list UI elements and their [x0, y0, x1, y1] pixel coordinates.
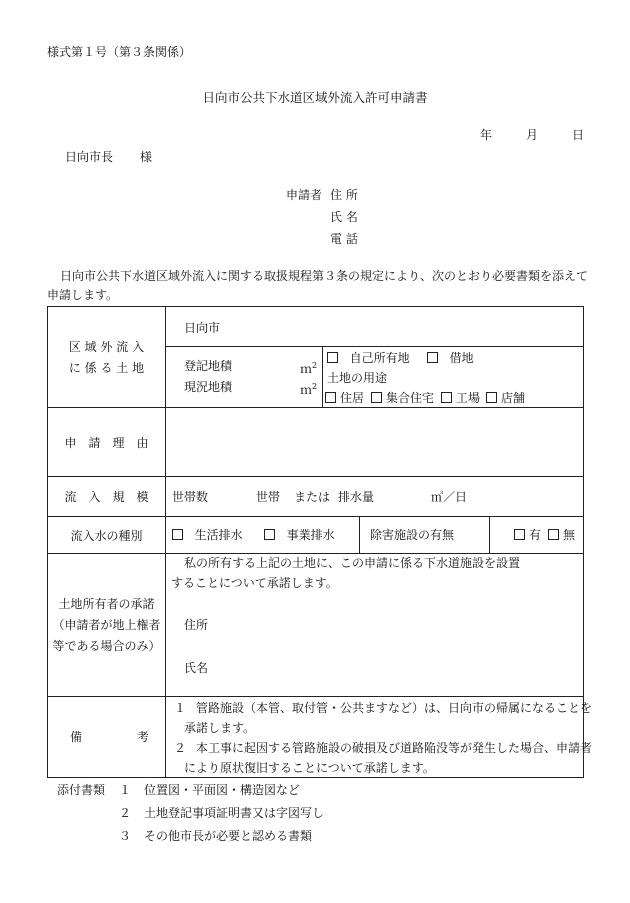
attachment-2-number: ２: [119, 806, 132, 820]
land-label-line1: 区 域 外 流 入: [68, 340, 145, 354]
harm-yes-option[interactable]: 有: [514, 527, 541, 543]
households-unit: 世帯: [256, 490, 281, 504]
intro-text: 日向市公共下水道区域外流入に関する取扱規程第３条の規定により、次のとおり必要書類を添えて申請します。: [47, 269, 589, 302]
form-number: 様式第１号（第３条関係）: [47, 45, 192, 59]
attachment-1-number: １: [119, 783, 132, 797]
drainage-label: 排水量: [338, 490, 375, 504]
harm-no-option[interactable]: 無: [548, 527, 575, 543]
consent-address-label: 住所: [184, 618, 209, 632]
consent-label-line1: 土地所有者の承諾: [58, 596, 155, 611]
application-form-table: [47, 306, 593, 778]
land-city-prefix: 日向市: [184, 321, 221, 335]
addressee: 日向市長: [65, 150, 114, 164]
ownership-self-option[interactable]: 自己所有地: [327, 350, 410, 366]
consent-label-cell: [48, 554, 166, 697]
harm-no-checkbox[interactable]: [548, 529, 559, 540]
harm-yes-checkbox[interactable]: [514, 529, 525, 540]
consent-label-line2: （申請者が地上権者: [52, 617, 161, 632]
water-business-checkbox[interactable]: [264, 529, 275, 540]
remarks-label-cell: [48, 697, 166, 778]
current-area-unit: ｍ$^2$: [300, 382, 318, 397]
drainage-unit: ㎥／日: [431, 490, 468, 504]
remarks-item2-line1: 本工事に起因する管路施設の破損及び道路陥没等が発生した場合、申請者: [196, 741, 593, 755]
registered-area-label: 登記地積: [184, 359, 233, 373]
land-area-cell[interactable]: [166, 347, 323, 408]
land-use-label: 土地の用途: [327, 371, 388, 385]
or-label: または: [294, 490, 331, 504]
remarks-item1-line1: 管路施設（本管、取付管・公共ますなど）は、日向市の帰属になることを: [196, 701, 593, 715]
reason-label: 申 請 理 由: [48, 408, 166, 477]
applicant-label: 申請者: [286, 188, 323, 202]
use-option-residence[interactable]: 住居: [325, 390, 364, 406]
consent-label-line3: 等である場合のみ）: [52, 638, 161, 653]
use-shop-checkbox[interactable]: [486, 392, 497, 403]
remarks-content-cell: [166, 697, 593, 778]
remarks-item1-number: １: [174, 701, 187, 715]
addressee-honorific: 様: [140, 150, 153, 164]
water-life-checkbox[interactable]: [172, 529, 183, 540]
land-label-cell: [48, 307, 166, 408]
households-label: 世帯数: [172, 490, 209, 504]
inflow-scale-label: 流 入 規 模: [48, 477, 166, 517]
document-title: 日向市公共下水道区域外流入許可申請書: [202, 90, 428, 105]
attachment-1-text: 位置図・平面図・構造図など: [144, 783, 301, 797]
applicant-address-label: 住 所: [330, 188, 358, 202]
land-label-line2: に 係 る 土 地: [68, 361, 145, 375]
applicant-phone-label: 電 話: [330, 232, 358, 246]
applicant-name-label: 氏 名: [330, 210, 358, 224]
remarks-label-a: 備: [70, 730, 83, 744]
remarks-label-b: 考: [137, 730, 150, 744]
attachment-2-text: 土地登記事項証明書又は字図写し: [144, 806, 325, 820]
harm-facility-options: [490, 517, 584, 554]
remarks-item2-line2: により原状復旧することについて承諾します。: [184, 761, 435, 775]
use-residence-checkbox[interactable]: [325, 392, 336, 403]
consent-text-line2: することについて承諾します。: [171, 576, 338, 590]
ownership-lease-checkbox[interactable]: [427, 352, 438, 363]
reason-input-cell[interactable]: [166, 408, 584, 477]
use-option-factory[interactable]: 工場: [441, 390, 480, 406]
consent-name-label: 氏名: [184, 661, 209, 675]
use-option-apartment[interactable]: 集合住宅: [371, 390, 434, 406]
remarks-item1-line2: 承諾します。: [184, 721, 256, 735]
land-ownership-cell: [323, 347, 584, 408]
consent-text-line1: 私の所有する上記の土地に、この申請に係る下水道施設を設置: [184, 556, 521, 570]
ownership-lease-option[interactable]: 借地: [427, 350, 474, 366]
ownership-self-checkbox[interactable]: [327, 352, 338, 363]
date-year-label: 年: [480, 128, 493, 142]
use-option-shop[interactable]: 店舗: [486, 390, 525, 406]
attachments-label: 添付書類: [57, 783, 106, 797]
registered-area-unit: ｍ$^2$: [300, 361, 318, 376]
water-business-option[interactable]: 事業排水: [264, 527, 335, 543]
water-type-label: 流入水の種別: [48, 517, 166, 554]
attachment-3-number: ３: [119, 829, 132, 843]
date-day-label: 日: [572, 128, 585, 142]
harm-facility-label-cell: [360, 517, 490, 554]
use-factory-checkbox[interactable]: [441, 392, 452, 403]
water-life-option[interactable]: 生活排水: [172, 527, 243, 543]
harm-facility-label: 除害施設の有無: [370, 528, 455, 542]
land-location-cell[interactable]: [166, 307, 584, 347]
consent-content-cell[interactable]: [166, 554, 584, 697]
use-apartment-checkbox[interactable]: [371, 392, 382, 403]
date-month-label: 月: [526, 128, 539, 142]
current-area-label: 現況地積: [184, 380, 233, 394]
inflow-scale-cell[interactable]: [166, 477, 584, 517]
attachment-3-text: その他市長が必要と認める書類: [144, 829, 313, 843]
water-type-cell: [166, 517, 360, 554]
remarks-item2-number: ２: [174, 741, 187, 755]
